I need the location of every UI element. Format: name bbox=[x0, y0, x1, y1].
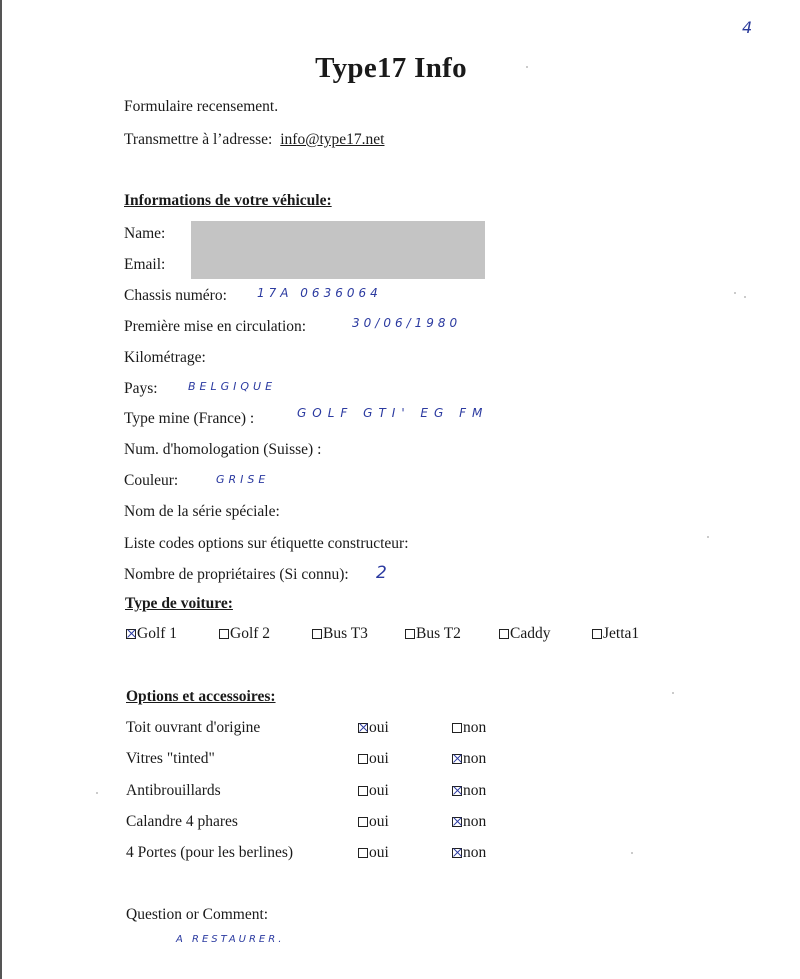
field-label-special-series: Nom de la série spéciale: bbox=[124, 503, 280, 520]
address-line bbox=[124, 131, 384, 149]
field-label-country: Pays: bbox=[124, 380, 158, 397]
sunroof-oui[interactable] bbox=[358, 719, 389, 737]
grille-non[interactable] bbox=[452, 813, 486, 831]
field-label-chassis: Chassis numéro: bbox=[124, 287, 227, 304]
scan-speck bbox=[707, 536, 709, 538]
yes-label: oui bbox=[369, 719, 389, 736]
yes-label: oui bbox=[369, 844, 389, 861]
field-value-owner-count: 2 bbox=[376, 563, 387, 583]
checkbox-checked[interactable] bbox=[452, 848, 462, 858]
car-type-heading: Type de voiture: bbox=[125, 595, 233, 612]
car-type-option-golf1[interactable] bbox=[126, 625, 177, 643]
car-type-option-bus-t3[interactable] bbox=[312, 625, 368, 643]
checkbox-checked[interactable] bbox=[452, 754, 462, 764]
field-label-option-codes: Liste codes options sur étiquette constructeur: bbox=[124, 535, 409, 552]
field-value-type-mine: GOLF GTI' EG FM bbox=[297, 406, 489, 420]
checkbox[interactable] bbox=[358, 848, 368, 858]
checkbox[interactable] bbox=[452, 723, 462, 733]
no-label: non bbox=[463, 750, 487, 767]
field-value-chassis: 17A 0636064 bbox=[257, 286, 382, 300]
scan-speck bbox=[96, 792, 98, 794]
no-label: non bbox=[463, 844, 487, 861]
option-label: Golf 2 bbox=[230, 625, 271, 642]
checkbox-checked[interactable] bbox=[452, 786, 462, 796]
scan-edge bbox=[0, 0, 2, 979]
comment-value: A RESTAURER. bbox=[176, 934, 285, 945]
scan-speck bbox=[631, 852, 633, 854]
four-doors-non[interactable] bbox=[452, 844, 486, 862]
tinted-oui[interactable] bbox=[358, 750, 389, 768]
scan-speck bbox=[734, 292, 736, 294]
scan-speck bbox=[672, 692, 674, 694]
checkbox-checked[interactable] bbox=[452, 817, 462, 827]
checkbox[interactable] bbox=[358, 786, 368, 796]
checkbox[interactable] bbox=[405, 629, 415, 639]
field-label-name: Name: bbox=[124, 225, 166, 242]
yes-label: oui bbox=[369, 782, 389, 799]
checkbox[interactable] bbox=[219, 629, 229, 639]
field-value-country: BELGIQUE bbox=[188, 380, 277, 393]
comment-label: Question or Comment: bbox=[126, 906, 269, 923]
checkbox[interactable] bbox=[358, 817, 368, 827]
field-label-homologation: Num. d'homologation (Suisse) : bbox=[124, 441, 322, 458]
fog-lights-non[interactable] bbox=[452, 782, 486, 800]
option-row-label-four-doors: 4 Portes (pour les berlines) bbox=[126, 844, 294, 861]
option-row-label-tinted: Vitres "tinted" bbox=[126, 750, 215, 767]
redaction-box bbox=[191, 221, 485, 279]
option-label: Caddy bbox=[510, 625, 551, 642]
yes-label: oui bbox=[369, 750, 389, 767]
scan-speck bbox=[526, 66, 528, 68]
checkbox-checked[interactable] bbox=[358, 723, 368, 733]
option-row-label-fog-lights: Antibrouillards bbox=[126, 782, 221, 799]
checkbox[interactable] bbox=[312, 629, 322, 639]
sunroof-non[interactable] bbox=[452, 719, 486, 737]
checkbox[interactable] bbox=[592, 629, 602, 639]
car-type-option-caddy[interactable] bbox=[499, 625, 550, 643]
option-label: Bus T3 bbox=[323, 625, 368, 642]
field-label-color: Couleur: bbox=[124, 472, 179, 489]
option-label: Golf 1 bbox=[137, 625, 178, 642]
tinted-non[interactable] bbox=[452, 750, 486, 768]
no-label: non bbox=[463, 782, 487, 799]
car-type-option-bus-t2[interactable] bbox=[405, 625, 461, 643]
field-label-owner-count: Nombre de propriétaires (Si connu): bbox=[124, 566, 349, 583]
scan-speck bbox=[744, 296, 746, 298]
field-label-first-registration: Première mise en circulation: bbox=[124, 318, 307, 335]
options-heading: Options et accessoires: bbox=[126, 688, 276, 705]
field-value-color: GRISE bbox=[216, 473, 270, 486]
field-label-mileage: Kilométrage: bbox=[124, 349, 206, 366]
field-value-first-registration: 30/06/1980 bbox=[352, 316, 462, 330]
form-title: Type17 Info bbox=[315, 52, 467, 84]
vehicle-section-heading: Informations de votre véhicule: bbox=[124, 192, 332, 209]
field-label-type-mine: Type mine (France) : bbox=[124, 410, 255, 427]
option-row-label-sunroof: Toit ouvrant d'origine bbox=[126, 719, 261, 736]
yes-label: oui bbox=[369, 813, 389, 830]
address-label: Transmettre à l’adresse: bbox=[124, 131, 273, 148]
no-label: non bbox=[463, 719, 487, 736]
option-label: Bus T2 bbox=[416, 625, 461, 642]
option-label: Jetta1 bbox=[603, 625, 640, 642]
car-type-option-jetta1[interactable] bbox=[592, 625, 639, 643]
no-label: non bbox=[463, 813, 487, 830]
page-number: 4 bbox=[742, 18, 753, 37]
email-link[interactable]: info@type17.net bbox=[280, 131, 385, 148]
checkbox[interactable] bbox=[358, 754, 368, 764]
car-type-option-golf2[interactable] bbox=[219, 625, 270, 643]
four-doors-oui[interactable] bbox=[358, 844, 389, 862]
checkbox-checked[interactable] bbox=[126, 629, 136, 639]
fog-lights-oui[interactable] bbox=[358, 782, 389, 800]
field-label-email: Email: bbox=[124, 256, 166, 273]
form-subtitle: Formulaire recensement. bbox=[124, 98, 279, 115]
option-row-label-grille: Calandre 4 phares bbox=[126, 813, 238, 830]
checkbox[interactable] bbox=[499, 629, 509, 639]
grille-oui[interactable] bbox=[358, 813, 389, 831]
